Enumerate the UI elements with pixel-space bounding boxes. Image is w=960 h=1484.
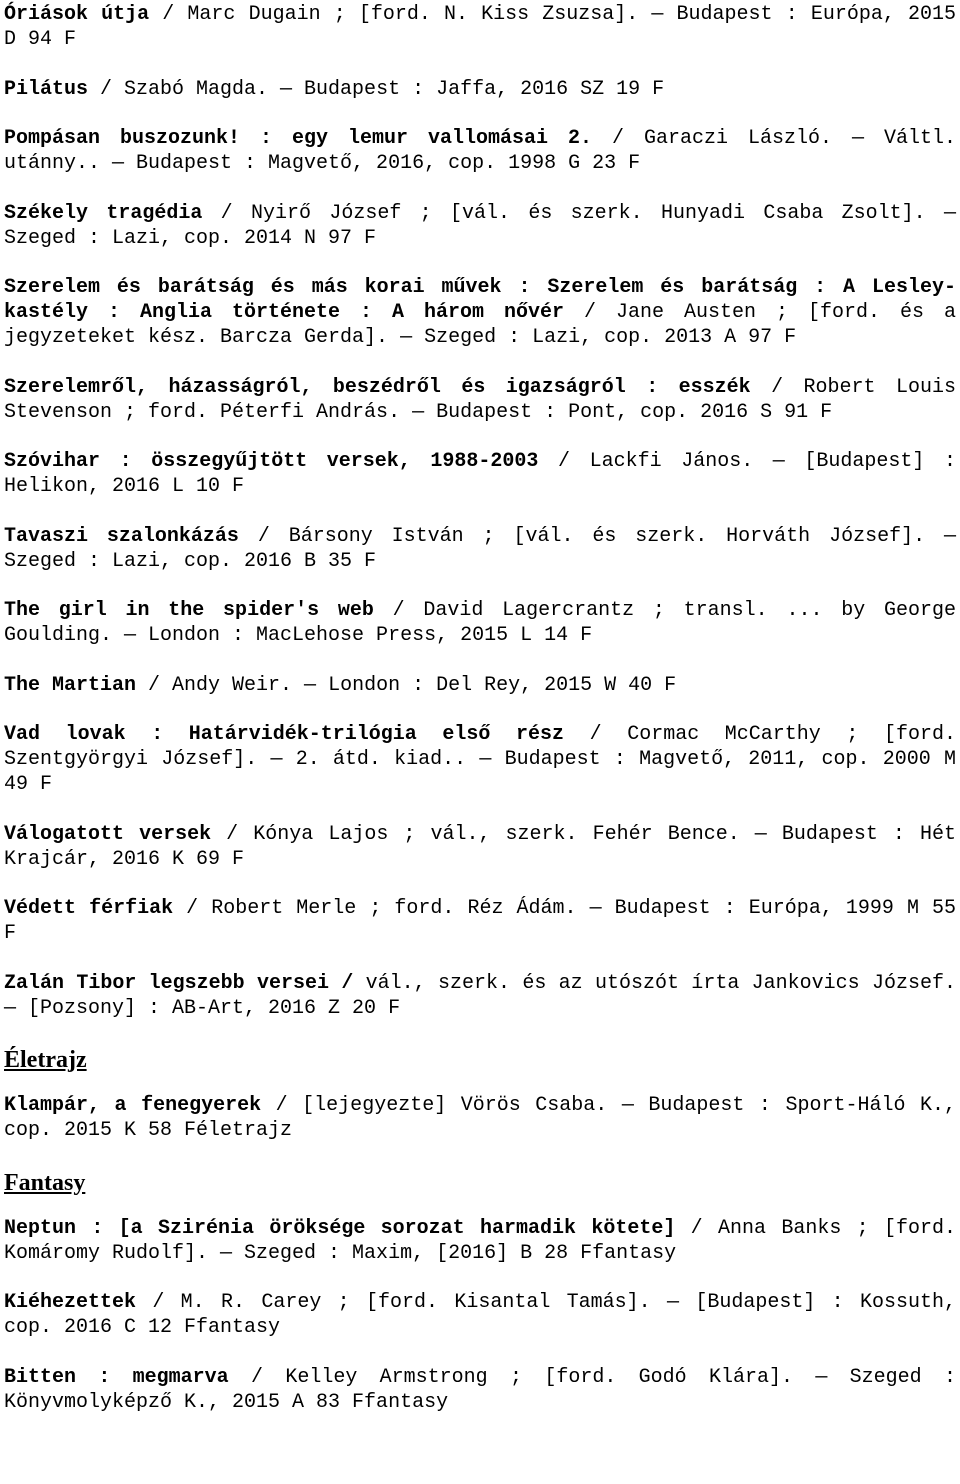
entry-title: Kiéhezettek: [4, 1291, 137, 1314]
section-heading-fantasy: Fantasy: [4, 1169, 86, 1196]
entry-title: Bitten : megmarva: [4, 1365, 229, 1389]
entry-details: / Kelley Armstrong ; [ford. Godó Klára]. — Szeged : Könyvmolyképző K., 2015 A 83 Ffantasy: [4, 1365, 956, 1414]
catalog-entry: [4, 1290, 956, 1340]
entry-title: Óriások útja: [4, 3, 150, 26]
catalog-entry: [4, 275, 956, 350]
entry-title: The Martian: [4, 673, 137, 697]
catalog-entry: [4, 1093, 956, 1143]
entry-details: / Lackfi János. — [Budapest] : Helikon, 2016 L 10 F: [4, 450, 956, 498]
entry-details: / [lejegyezte] Vörös Csaba. — Budapest : Sport-Háló K., cop. 2015 K 58 Féletrajz: [4, 1094, 956, 1142]
entry-title: Székely tragédia: [4, 201, 203, 225]
entry-details: / Garaczi László. — Váltl. utánny.. — Budapest : Magvető, 2016, cop. 1998 G 23 F: [4, 127, 956, 175]
entry-title: Szerelem és barátság és más korai művek : Szerelem és barátság : A Lesley-kastély : Anglia története : A három nővér: [4, 276, 956, 324]
catalog-entry: [4, 2, 956, 52]
catalog-entry: [4, 896, 956, 946]
entry-details: / Marc Dugain ; [ford. N. Kiss Zsuzsa]. — Budapest : Európa, 2015 D 94 F: [4, 3, 956, 51]
catalog-entry: [4, 822, 956, 872]
catalog-entry: [4, 375, 956, 425]
catalog-entry: [4, 598, 956, 648]
entry-details: / Anna Banks ; [ford. Komáromy Rudolf]. — Szeged : Maxim, [2016] B 28 Ffantasy: [4, 1216, 957, 1265]
entry-details: / Kónya Lajos ; vál., szerk. Fehér Bence. — Budapest : Hét Krajcár, 2016 K 69 F: [4, 822, 956, 871]
entry-title: Szóvihar : összegyűjtött versek, 1988-2003: [4, 450, 539, 473]
entry-title: The girl in the spider's web: [4, 599, 374, 622]
entry-details: / Andy Weir. — London : Del Rey, 2015 W 40 F: [136, 673, 677, 697]
entry-title: Zalán Tibor legszebb versei /: [4, 971, 354, 995]
entry-title: Védett férfiak: [4, 897, 174, 920]
entry-details: / Robert Louis Stevenson ; ford. Péterfi András. — Budapest : Pont, cop. 2016 S 91 F: [4, 375, 956, 424]
entry-title: Válogatott versek: [4, 822, 212, 846]
catalog-entry: [4, 126, 956, 176]
catalog-entry: [4, 201, 956, 251]
entry-details: / Bársony István ; [vál. és szerk. Horváth József]. — Szeged : Lazi, cop. 2016 B 35 F: [4, 524, 956, 573]
entry-details: vál., szerk. és az utószót írta Jankovics József. — [Pozsony] : AB-Art, 2016 Z 20 F: [4, 971, 956, 1020]
entry-title: Szerelemről, házasságról, beszédről és igazságról : esszék: [4, 375, 751, 399]
entry-title: Tavaszi szalonkázás: [4, 524, 239, 548]
catalog-entry: [4, 524, 956, 574]
catalog-entry: [4, 722, 956, 797]
catalog-entry: [4, 673, 956, 698]
catalog-entry: [4, 971, 956, 1021]
entry-title: Pompásan buszozunk! : egy lemur vallomásai 2.: [4, 127, 593, 150]
catalog-entry: [4, 1216, 956, 1266]
entry-title: Pilátus: [4, 77, 89, 101]
entry-title: Vad lovak : Határvidék-trilógia első rész: [4, 723, 565, 746]
entry-details: / Szabó Magda. — Budapest : Jaffa, 2016 SZ 19 F: [88, 77, 665, 101]
entry-details: / Cormac McCarthy ; [ford. Szentgyörgyi József]. — 2. átd. kiad.. — Budapest : Magvető, 2011, cop. 2000 M 49 F: [4, 723, 956, 796]
entry-details: / Nyirő József ; [vál. és szerk. Hunyadi Csaba Zsolt]. — Szeged : Lazi, cop. 2014 N 97 F: [4, 201, 956, 250]
entry-details: / David Lagercrantz ; transl. ... by George Goulding. — London : MacLehose Press, 2015 L 14 F: [4, 599, 956, 647]
catalog-entry: [4, 1365, 956, 1415]
catalog-entry: [4, 449, 956, 499]
section-heading-eletrajz: Életrajz: [4, 1047, 87, 1073]
entry-details: / Jane Austen ; [ford. és a jegyzeteket kész. Barcza Gerda]. — Szeged : Lazi, cop. 2013 A 97 F: [4, 301, 956, 349]
catalog-entry: [4, 77, 956, 102]
entry-details: / Robert Merle ; ford. Réz Ádám. — Budapest : Európa, 1999 M 55 F: [4, 897, 957, 945]
entry-details: / M. R. Carey ; [ford. Kisantal Tamás]. — [Budapest] : Kossuth, cop. 2016 C 12 Ffantasy: [4, 1291, 956, 1339]
entry-title: Klampár, a fenegyerek: [4, 1094, 262, 1117]
entry-title: Neptun : [a Szirénia öröksége sorozat harmadik kötete]: [4, 1216, 676, 1240]
